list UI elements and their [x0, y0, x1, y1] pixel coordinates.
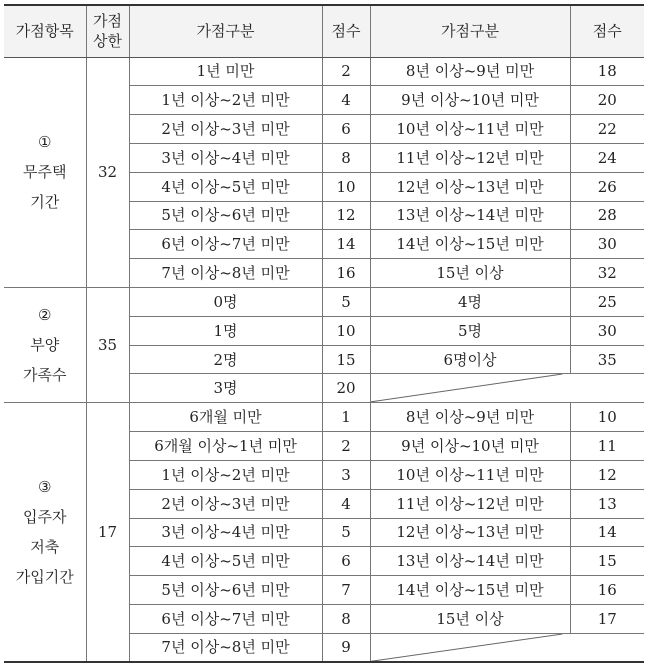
points-b-cell: 11: [570, 432, 644, 461]
points-a-cell: 10: [322, 172, 370, 201]
points-a-cell: 6: [322, 115, 370, 144]
points-a-cell: 14: [322, 230, 370, 259]
group-cap: 17: [86, 403, 129, 662]
category-b-cell: 13년 이상~14년 미만: [370, 201, 570, 230]
points-a-cell: 7: [322, 576, 370, 605]
group-name-line: 기간: [30, 193, 60, 212]
header-cap-line2: 상한: [93, 32, 122, 51]
points-b-cell: 26: [570, 172, 644, 201]
points-b-cell: 18: [570, 57, 644, 86]
group-marker: ③: [38, 478, 52, 497]
points-b-cell: 16: [570, 576, 644, 605]
category-b-cell: 13년 이상~14년 미만: [370, 547, 570, 576]
group-marker: ①: [38, 133, 52, 152]
category-b-cell: 8년 이상~9년 미만: [370, 403, 570, 432]
points-a-cell: 3: [322, 460, 370, 489]
group-name-line: 가족수: [23, 366, 67, 385]
points-a-cell: 4: [322, 489, 370, 518]
header-category-b: 가점구분: [370, 5, 570, 57]
group-label: [4, 288, 86, 403]
group-label: [4, 57, 86, 288]
points-b-cell: 17: [570, 604, 644, 633]
category-a-cell: 1년 이상~2년 미만: [129, 460, 322, 489]
table-body: [4, 57, 644, 662]
points-a-cell: 10: [322, 316, 370, 345]
category-a-cell: 2명: [129, 345, 322, 374]
category-b-cell: 12년 이상~13년 미만: [370, 518, 570, 547]
group-name-line: 부양: [30, 336, 60, 355]
housing-points-table: [4, 4, 644, 663]
category-a-cell: 6개월 미만: [129, 403, 322, 432]
points-b-cell: 15: [570, 547, 644, 576]
table-row: [4, 288, 644, 317]
category-a-cell: 4년 이상~5년 미만: [129, 547, 322, 576]
category-a-cell: 6년 이상~7년 미만: [129, 230, 322, 259]
category-a-cell: 5년 이상~6년 미만: [129, 201, 322, 230]
points-b-cell: 25: [570, 288, 644, 317]
category-b-cell: 4명: [370, 288, 570, 317]
category-a-cell: 7년 이상~8년 미만: [129, 633, 322, 662]
points-a-cell: 2: [322, 57, 370, 86]
category-a-cell: 6개월 이상~1년 미만: [129, 432, 322, 461]
group-name-line: 저축: [30, 538, 60, 557]
category-b-cell: 8년 이상~9년 미만: [370, 57, 570, 86]
points-b-cell: 35: [570, 345, 644, 374]
points-a-cell: 8: [322, 143, 370, 172]
category-b-cell: 14년 이상~15년 미만: [370, 576, 570, 605]
category-a-cell: 4년 이상~5년 미만: [129, 172, 322, 201]
header-category-a: 가점구분: [129, 5, 322, 57]
points-a-cell: 5: [322, 288, 370, 317]
points-b-cell: 13: [570, 489, 644, 518]
category-b-cell: 10년 이상~11년 미만: [370, 115, 570, 144]
header-cap-line1: 가점: [93, 12, 122, 31]
group-cap: 35: [86, 288, 129, 403]
category-a-cell: 1명: [129, 316, 322, 345]
category-b-cell: 11년 이상~12년 미만: [370, 489, 570, 518]
group-label: [4, 403, 86, 662]
group-name-line: 입주자: [23, 508, 67, 527]
category-a-cell: 1년 이상~2년 미만: [129, 86, 322, 115]
table-row: [4, 403, 644, 432]
empty-diagonal-cell: [370, 374, 644, 403]
category-a-cell: 7년 이상~8년 미만: [129, 259, 322, 288]
category-a-cell: 1년 미만: [129, 57, 322, 86]
category-a-cell: 3명: [129, 374, 322, 403]
category-a-cell: 2년 이상~3년 미만: [129, 115, 322, 144]
points-a-cell: 4: [322, 86, 370, 115]
category-b-cell: 12년 이상~13년 미만: [370, 172, 570, 201]
category-a-cell: 5년 이상~6년 미만: [129, 576, 322, 605]
category-a-cell: 3년 이상~4년 미만: [129, 143, 322, 172]
points-b-cell: 20: [570, 86, 644, 115]
points-a-cell: 5: [322, 518, 370, 547]
empty-diagonal-cell: [370, 633, 644, 662]
points-a-cell: 20: [322, 374, 370, 403]
header-item: 가점항목: [4, 5, 86, 57]
points-b-cell: 24: [570, 143, 644, 172]
group-name-line: 무주택: [23, 163, 67, 182]
points-a-cell: 8: [322, 604, 370, 633]
group-marker: ②: [38, 306, 52, 325]
category-b-cell: 5명: [370, 316, 570, 345]
points-a-cell: 9: [322, 633, 370, 662]
points-b-cell: 22: [570, 115, 644, 144]
points-a-cell: 6: [322, 547, 370, 576]
category-b-cell: 15년 이상: [370, 259, 570, 288]
points-a-cell: 15: [322, 345, 370, 374]
category-a-cell: 2년 이상~3년 미만: [129, 489, 322, 518]
category-b-cell: 9년 이상~10년 미만: [370, 86, 570, 115]
points-a-cell: 12: [322, 201, 370, 230]
header-cap: [86, 5, 129, 57]
group-cap: 32: [86, 57, 129, 288]
diagonal-line: [371, 634, 645, 661]
category-a-cell: 6년 이상~7년 미만: [129, 604, 322, 633]
group-name-line: 가입기간: [15, 568, 74, 587]
header-points-a: 점수: [322, 5, 370, 57]
table-row: [4, 57, 644, 86]
points-b-cell: 30: [570, 316, 644, 345]
diagonal-line: [371, 374, 645, 402]
points-b-cell: 28: [570, 201, 644, 230]
points-b-cell: 14: [570, 518, 644, 547]
category-b-cell: 14년 이상~15년 미만: [370, 230, 570, 259]
points-a-cell: 16: [322, 259, 370, 288]
category-a-cell: 0명: [129, 288, 322, 317]
points-b-cell: 32: [570, 259, 644, 288]
header-row: [4, 5, 644, 57]
points-b-cell: 12: [570, 460, 644, 489]
category-b-cell: 11년 이상~12년 미만: [370, 143, 570, 172]
points-a-cell: 2: [322, 432, 370, 461]
category-a-cell: 3년 이상~4년 미만: [129, 518, 322, 547]
category-b-cell: 6명이상: [370, 345, 570, 374]
points-b-cell: 30: [570, 230, 644, 259]
category-b-cell: 10년 이상~11년 미만: [370, 460, 570, 489]
category-b-cell: 9년 이상~10년 미만: [370, 432, 570, 461]
category-b-cell: 15년 이상: [370, 604, 570, 633]
header-points-b: 점수: [570, 5, 644, 57]
points-b-cell: 10: [570, 403, 644, 432]
points-a-cell: 1: [322, 403, 370, 432]
